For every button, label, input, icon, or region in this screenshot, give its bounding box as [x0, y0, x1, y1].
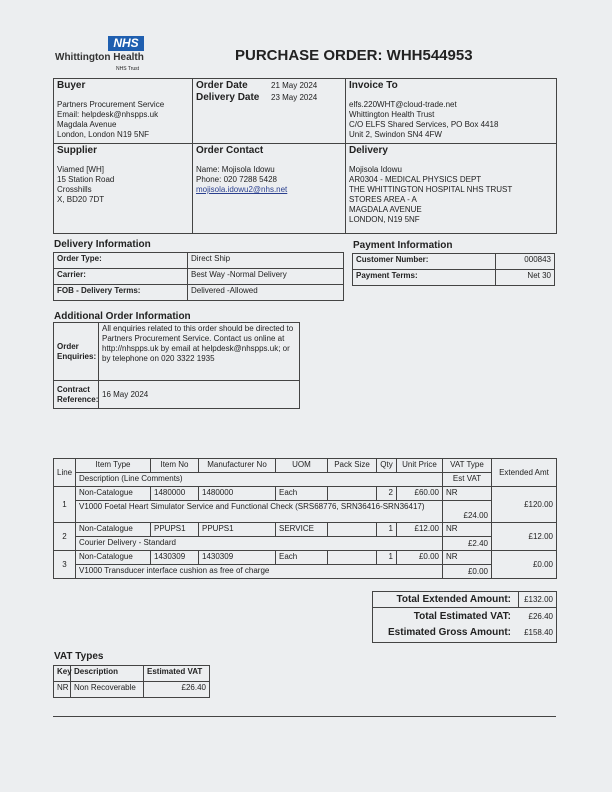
org-sub: NHS Trust [116, 66, 140, 72]
items-table [53, 458, 557, 579]
cell-item-type: Non-Catalogue [76, 487, 151, 501]
invoice-line: Whittington Health Trust [349, 110, 435, 119]
cell-item-no: PPUPS1 [151, 523, 199, 537]
invoice-line: elfs.220WHT@cloud-trade.net [349, 100, 457, 109]
cell-item-type: Non-Catalogue [76, 523, 151, 537]
vat-types-title: VAT Types [54, 651, 104, 662]
invoice-line: C/O ELFS Shared Services, PO Box 4418 [349, 120, 499, 129]
col-vat-type: VAT Type [443, 459, 492, 473]
col-item-no: Item No [151, 459, 199, 473]
cell-line: 2 [54, 523, 76, 551]
cell-desc: V1000 Transducer interface cushion as free of charge [76, 565, 443, 579]
table-row-description [54, 565, 557, 579]
col-uom: UOM [276, 459, 328, 473]
supplier-line: Viamed [WH] [57, 165, 104, 174]
cell-item-type: Non-Catalogue [76, 551, 151, 565]
supplier-label: Supplier [57, 145, 98, 156]
vat-amount: £26.40 [144, 682, 210, 698]
delivery-line: AR0304 - MEDICAL PHYSICS DEPT [349, 175, 482, 184]
order-type: Direct Ship [188, 253, 344, 269]
additional-info-table [53, 322, 300, 409]
col-extended-amt: Extended Amt [492, 459, 557, 487]
buyer-line: Partners Procurement Service [57, 100, 165, 109]
delivery-cell [346, 144, 557, 234]
table-row [54, 487, 557, 501]
cell-line: 1 [54, 487, 76, 523]
contact-name: Name: Mojisola Idowu [196, 165, 275, 174]
fob-label: FOB - Delivery Terms: [54, 285, 188, 301]
delivery-info-table [53, 252, 344, 301]
delivery-line: LONDON, N19 5NF [349, 215, 420, 224]
cell-vat-type: NR [443, 551, 492, 565]
cell-unit-price: £0.00 [397, 551, 443, 565]
totals-box [372, 591, 557, 643]
fob: Delivered -Allowed [188, 285, 344, 301]
col-qty: Qty [377, 459, 397, 473]
cell-ext: £12.00 [492, 523, 557, 551]
cell-line: 3 [54, 551, 76, 579]
delivery-line: THE WHITTINGTON HOSPITAL NHS TRUST [349, 185, 513, 194]
buyer-line: Email: helpdesk@nhspps.uk [57, 110, 159, 119]
cell-mfr-no: 1430309 [199, 551, 276, 565]
total-extended-label: Total Extended Amount: [396, 594, 511, 605]
cell-uom: SERVICE [276, 523, 328, 537]
payment-terms-label: Payment Terms: [353, 270, 496, 286]
cell-qty: 1 [377, 551, 397, 565]
total-extended: £132.00 [524, 595, 553, 604]
vat-types-table [53, 665, 210, 698]
dates-cell [193, 79, 346, 144]
carrier: Best Way -Normal Delivery [188, 269, 344, 285]
invoice-cell [346, 79, 557, 144]
cell-ext: £0.00 [492, 551, 557, 579]
supplier-cell [54, 144, 193, 234]
cell-mfr-no: 1480000 [199, 487, 276, 501]
contract-ref-label: Contract Reference: [54, 381, 99, 409]
customer-number: 000843 [496, 254, 555, 270]
cell-est-vat: £2.40 [443, 537, 492, 551]
contact-label: Order Contact [196, 145, 264, 156]
carrier-label: Carrier: [54, 269, 188, 285]
order-date: 21 May 2024 [271, 81, 318, 90]
cell-vat-type: NR [443, 487, 492, 501]
vat-key: NR [54, 682, 71, 698]
col-description: Description (Line Comments) [76, 473, 443, 487]
cell-pack [328, 551, 377, 565]
cell-desc: Courier Delivery - Standard [76, 537, 443, 551]
cell-ext: £120.00 [492, 487, 557, 523]
supplier-line: 15 Station Road [57, 175, 115, 184]
cell-unit-price: £12.00 [397, 523, 443, 537]
col-unit-price: Unit Price [397, 459, 443, 473]
cell-est-vat: £24.00 [443, 501, 492, 523]
cell-uom: Each [276, 487, 328, 501]
buyer-line: Magdala Avenue [57, 120, 117, 129]
delivery-line: STORES AREA - A [349, 195, 417, 204]
invoice-line: Unit 2, Swindon SN4 4FW [349, 130, 442, 139]
delivery-line: Mojisola Idowu [349, 165, 402, 174]
enquiries-label: Order Enquiries: [54, 323, 99, 381]
table-row [54, 523, 557, 537]
vat-col-description: Description [71, 666, 144, 682]
order-date-label: Order Date [196, 80, 248, 91]
table-row [54, 551, 557, 565]
total-vat-label: Total Estimated VAT: [413, 611, 511, 622]
page-title: PURCHASE ORDER: WHH544953 [235, 47, 473, 64]
org-name: Whittington Health [55, 52, 144, 63]
cell-est-vat: £0.00 [443, 565, 492, 579]
payment-info-title: Payment Information [353, 240, 453, 251]
cell-desc: V1000 Foetal Heart Simulator Service and Functional Check (SRS68776, SRN36416-SRN36417) [76, 501, 443, 523]
contact-email-link[interactable]: mojisola.idowu2@nhs.net [196, 185, 288, 194]
cell-item-no: 1430309 [151, 551, 199, 565]
vat-col-key: Key [54, 666, 71, 682]
footer-divider [53, 716, 556, 717]
vat-col-estimated: Estimated VAT [144, 666, 210, 682]
payment-terms: Net 30 [496, 270, 555, 286]
enquiries-text: All enquiries related to this order should be directed to Partners Procurement Service. Contact us online at http://nhspps.uk by email at helpdesk@nhspps.uk; or by telephone on 020 3322 1935 [99, 323, 300, 381]
gross-amount: £158.40 [524, 628, 553, 637]
buyer-line: London, London N19 5NF [57, 130, 150, 139]
contact-cell [193, 144, 346, 234]
col-mfr-no: Manufacturer No [199, 459, 276, 473]
cell-mfr-no: PPUPS1 [199, 523, 276, 537]
cell-unit-price: £60.00 [397, 487, 443, 501]
cell-item-no: 1480000 [151, 487, 199, 501]
cell-qty: 1 [377, 523, 397, 537]
col-item-type: Item Type [76, 459, 151, 473]
delivery-date: 23 May 2024 [271, 93, 318, 102]
cell-uom: Each [276, 551, 328, 565]
payment-info-table [352, 253, 555, 286]
additional-info-title: Additional Order Information [54, 311, 191, 322]
cell-pack [328, 487, 377, 501]
delivery-date-label: Delivery Date [196, 92, 260, 103]
col-pack-size: Pack Size [328, 459, 377, 473]
invoice-label: Invoice To [349, 80, 398, 91]
buyer-label: Buyer [57, 80, 86, 91]
delivery-line: MAGDALA AVENUE [349, 205, 422, 214]
col-line: Line [54, 459, 76, 487]
total-vat: £26.40 [528, 612, 553, 621]
table-row-description [54, 537, 557, 551]
supplier-line: Crosshills [57, 185, 92, 194]
table-row-description [54, 501, 557, 523]
gross-amount-label: Estimated Gross Amount: [388, 627, 511, 638]
customer-number-label: Customer Number: [353, 254, 496, 270]
header-table [53, 78, 557, 234]
col-est-vat: Est VAT [443, 473, 492, 487]
cell-vat-type: NR [443, 523, 492, 537]
delivery-info-title: Delivery Information [54, 239, 151, 250]
vat-description: Non Recoverable [71, 682, 144, 698]
order-type-label: Order Type: [54, 253, 188, 269]
cell-pack [328, 523, 377, 537]
cell-qty: 2 [377, 487, 397, 501]
buyer-cell [54, 79, 193, 144]
contract-ref: 16 May 2024 [99, 381, 300, 409]
supplier-line: X, BD20 7DT [57, 195, 105, 204]
delivery-label: Delivery [349, 145, 388, 156]
nhs-logo: NHS [108, 36, 144, 51]
contact-phone: Phone: 020 7288 5428 [196, 175, 277, 184]
